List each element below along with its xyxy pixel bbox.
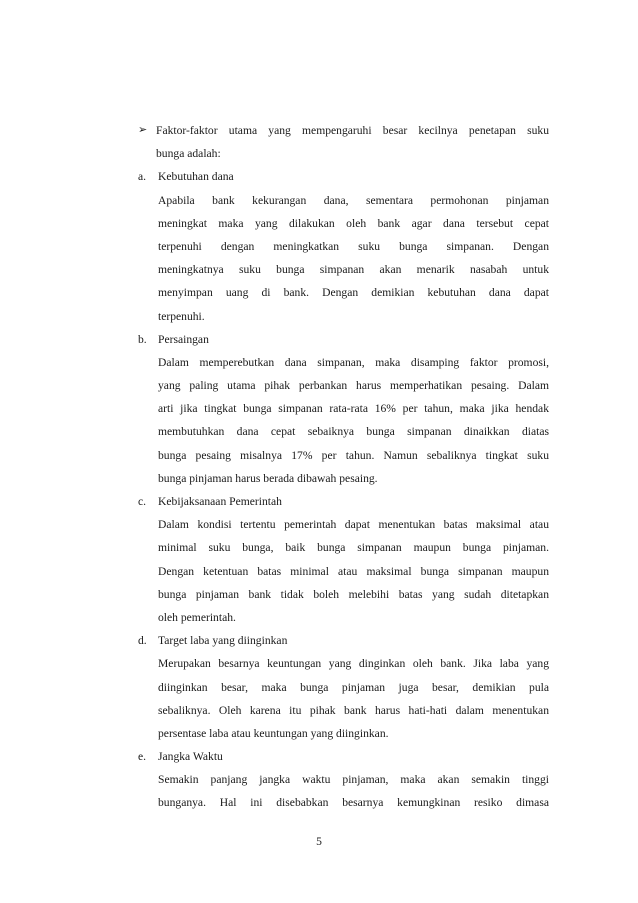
paragraph-line [0,606,638,629]
paragraph-line [0,189,638,212]
paragraph-line [0,536,638,559]
page-number: 5 [316,835,322,848]
paragraph-text: arti jika tingkat bunga simpanan rata-rata 16% per tahun, maka jika hendak [158,402,549,416]
paragraph-line [0,212,638,235]
paragraph-text: minimal suku bunga, baik bunga simpanan maupun bunga pinjaman. [158,541,549,555]
paragraph-line [0,420,638,443]
paragraph-line [0,768,638,791]
section-heading: Kebutuhan dana [158,170,234,184]
page-body [0,119,638,815]
paragraph-text: Apabila bank kekurangan dana, sementara permohonan pinjaman [158,193,549,207]
paragraph-line [0,351,638,374]
section-heading-row [0,490,638,513]
paragraph-text: meningkat maka yang dilakukan oleh bank agar dana tersebut cepat [158,216,549,230]
paragraph-text: bunga pinjaman bank tidak boleh melebihi batas yang sudah ditetapkan [158,587,549,601]
paragraph-line [0,305,638,328]
paragraph-text: Dalam kondisi tertentu pemerintah dapat menentukan batas maksimal atau [158,518,549,532]
paragraph-line [0,513,638,536]
paragraph-text: Dalam memperebutkan dana simpanan, maka disamping faktor promosi, [158,355,549,369]
intro-text: Faktor-faktor utama yang mempengaruhi besar kecilnya penetapan suku [156,124,549,137]
section-heading: Kebijaksanaan Pemerintah [158,495,282,508]
section-heading-row [0,165,638,188]
paragraph-text: bunga pinjaman harus berada dibawah pesaing. [158,471,378,485]
paragraph-line [0,791,638,814]
section-heading: Persaingan [158,332,209,346]
section-heading-row [0,745,638,768]
section-letter: c. [138,495,147,508]
paragraph-text: Merupakan besarnya keuntungan yang dinginkan oleh bank. Jika laba yang [158,657,549,671]
paragraph-text: terpenuhi. [158,309,205,323]
paragraph-text: oleh pemerintah. [158,610,236,624]
intro-line-2 [0,142,638,165]
paragraph-text: Dengan ketentuan batas minimal atau maksimal bunga simpanan maupun [158,564,549,578]
paragraph-line [0,444,638,467]
section-heading-row [0,328,638,351]
paragraph-text: Semakin panjang jangka waktu pinjaman, maka akan semakin tinggi [158,773,549,787]
paragraph-line [0,467,638,490]
paragraph-text: diinginkan besar, maka bunga pinjaman juga besar, demikian pula [158,680,549,694]
paragraph-line [0,281,638,304]
paragraph-line [0,397,638,420]
intro-line-1 [0,119,638,142]
section-letter: a. [138,170,147,184]
section-letter: e. [138,750,147,764]
paragraph-line [0,258,638,281]
section-heading-row [0,629,638,652]
paragraph-line [0,374,638,397]
paragraph-text: meningkatnya suku bunga simpanan akan menarik nasabah untuk [158,263,549,277]
section-letter: b. [138,332,147,346]
section-heading: Target laba yang diinginkan [158,634,288,648]
paragraph-text: membutuhkan dana cepat sebaiknya bunga simpanan dinaikkan diatas [158,425,549,439]
paragraph-text: yang paling utama pihak perbankan harus memperhatikan pesaing. Dalam [158,379,549,393]
paragraph-text: sebaliknya. Oleh karena itu pihak bank harus hati-hati dalam menentukan [158,703,549,717]
arrow-bullet-icon: ➢ [138,124,148,136]
paragraph-text: bunga pesaing misalnya 17% per tahun. Namun sebaliknya tingkat suku [158,448,549,462]
section-heading: Jangka Waktu [158,750,223,764]
paragraph-line [0,560,638,583]
paragraph-text: bunganya. Hal ini disebabkan besarnya kemungkinan resiko dimasa [158,796,549,810]
paragraph-line [0,235,638,258]
paragraph-line [0,583,638,606]
paragraph-line [0,722,638,745]
paragraph-text: menyimpan uang di bank. Dengan demikian kebutuhan dana dapat [158,286,549,300]
paragraph-text: terpenuhi dengan meningkatkan suku bunga simpanan. Dengan [158,239,549,253]
section-letter: d. [138,634,147,648]
paragraph-text: persentase laba atau keuntungan yang diinginkan. [158,726,389,740]
paragraph-line [0,699,638,722]
paragraph-line [0,676,638,699]
intro-text-cont: bunga adalah: [156,147,221,161]
paragraph-line [0,652,638,675]
